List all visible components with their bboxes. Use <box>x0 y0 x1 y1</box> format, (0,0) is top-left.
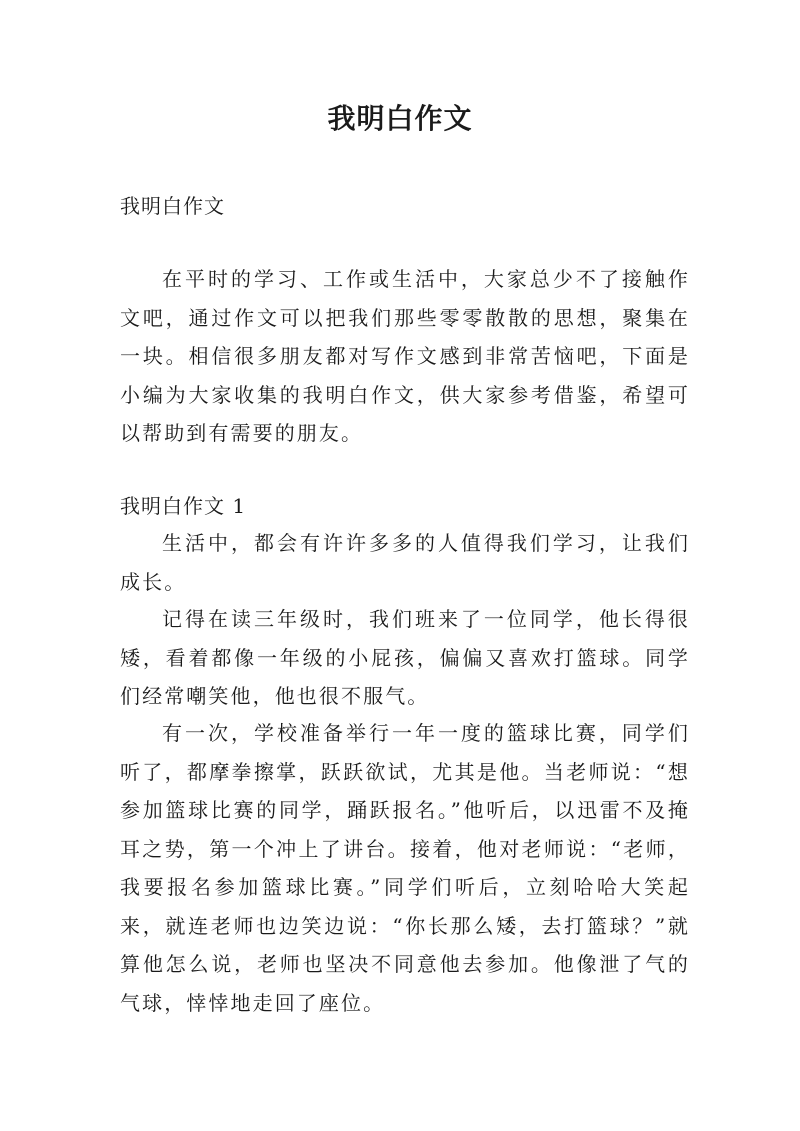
section-heading: 我明白作文 1 <box>120 494 247 518</box>
intro-paragraph: 在平时的学习、工作或生活中，大家总少不了接触作文吧，通过作文可以把我们那些零零散散的思想，聚集在一块。相信很多朋友都对写作文感到非常苦恼吧，下面是小编为大家收集的我明白作文，供大家参考借鉴，希望可以帮助到有需要的朋友。 <box>120 267 690 445</box>
document-subtitle: 我明白作文 <box>120 194 225 218</box>
document-title: 我明白作文 <box>327 102 473 135</box>
body-paragraph-2: 记得在读三年级时，我们班来了一位同学，他长得很矮，看着都像一年级的小屁孩，偏偏又喜欢打篮球。同学们经常嘲笑他，他也很不服气。 <box>120 607 690 708</box>
body-paragraph-1: 生活中，都会有许许多多的人值得我们学习，让我们成长。 <box>120 531 690 594</box>
body-paragraph-3: 有一次，学校准备举行一年一度的篮球比赛，同学们听了，都摩拳擦掌，跃跃欲试，尤其是他。当老师说：“想参加篮球比赛的同学，踊跃报名。”他听后，以迅雷不及掩耳之势，第一个冲上了讲台。接着，他对老师说：“老师，我要报名参加篮球比赛。”同学们听后，立刻哈哈大笑起来，就连老师也边笑边说：“你长那么矮，去打篮球？”就算他怎么说，老师也坚决不同意他去参加。他像泄了气的气球，悻悻地走回了座位。 <box>120 721 690 1015</box>
